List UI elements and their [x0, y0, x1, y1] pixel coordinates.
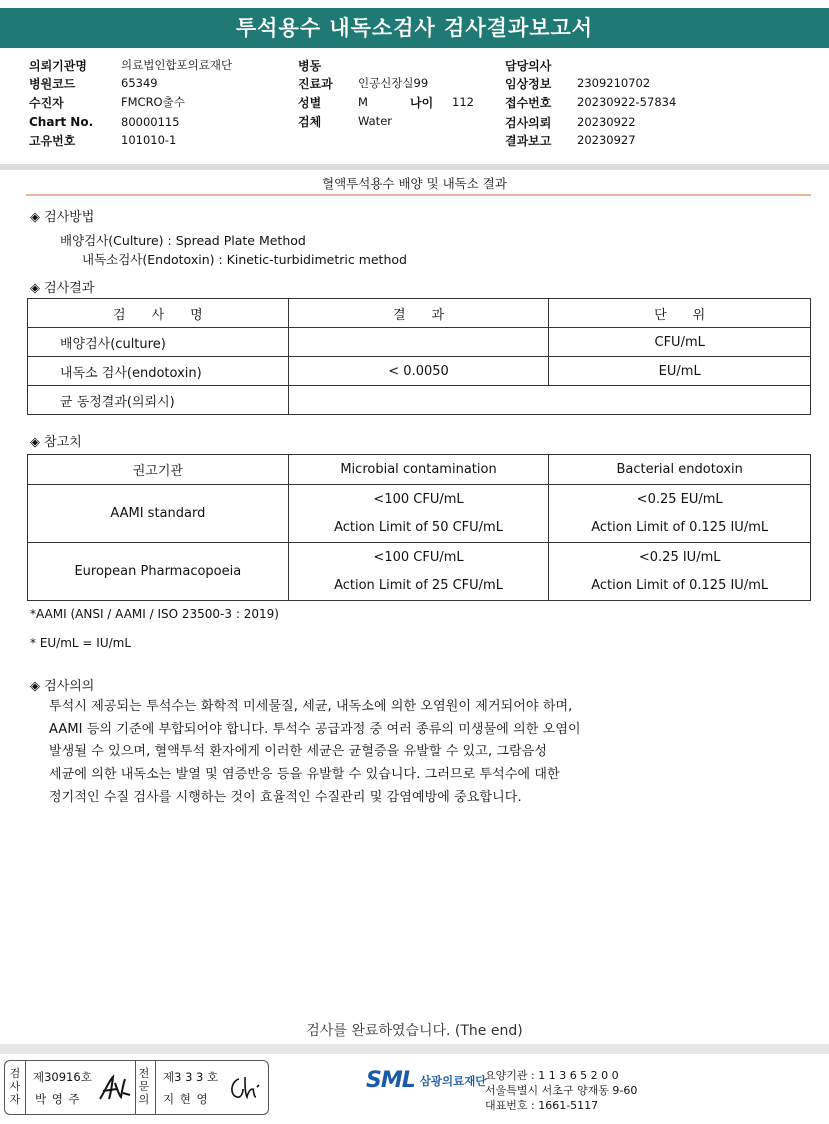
info-value: FMCRO출수 — [121, 95, 185, 109]
info-label: Chart No. — [29, 115, 94, 129]
micro-cell: Action Limit of 25 CFU/mL — [288, 572, 549, 601]
info-value: 20230927 — [577, 133, 636, 147]
institution-code: 요양기관 : 1 1 3 6 5 2 0 0 — [485, 1069, 619, 1082]
micro-cell: <100 CFU/mL — [288, 543, 549, 572]
table-header-row — [28, 455, 811, 485]
info-label: 검체 — [298, 114, 322, 129]
info-label: 검사의뢰 — [505, 115, 552, 130]
report-title: 투석용수 내독소검사 검사결과보고서 — [0, 8, 829, 48]
meaning-line: 세균에 의한 내독소는 발열 및 염증반응 등을 유발할 수 있습니다. 그러므로 투석수에 대한 — [49, 767, 560, 782]
info-label: 수진자 — [29, 95, 64, 110]
sml-logo-icon: SML — [366, 1068, 415, 1093]
organization-name: 삼광의료재단 — [419, 1073, 487, 1088]
info-label: 임상정보 — [505, 76, 552, 91]
method-heading: ◈ 검사방법 — [30, 210, 95, 225]
info-value: 80000115 — [121, 115, 180, 129]
footer-divider — [0, 1044, 829, 1054]
org-cell: European Pharmacopoeia — [28, 543, 289, 601]
header-cell: 결 과 — [288, 299, 549, 328]
info-row — [505, 74, 650, 92]
table-row — [28, 485, 811, 514]
micro-cell: <100 CFU/mL — [288, 485, 549, 514]
results-table — [27, 298, 811, 415]
meaning-line: 발생될 수 있으며, 혈액투석 환자에게 이러한 세균은 균혈증을 유발할 수 있고, 그람음성 — [49, 744, 548, 759]
tester-signature-icon — [97, 1073, 133, 1103]
result-cell: < 0.0050 — [288, 357, 549, 386]
org-cell: AAMI standard — [28, 485, 289, 543]
info-row — [29, 74, 158, 92]
info-row — [505, 56, 577, 74]
meaning-line: 정기적인 수질 검사를 시행하는 것이 효율적인 수질관리 및 감염예방에 중요합니다. — [49, 790, 522, 805]
tester-role-label: 검 사 자 — [9, 1067, 21, 1106]
info-row — [29, 113, 180, 131]
info-label: 병원코드 — [29, 76, 76, 91]
header-cell: Bacterial endotoxin — [549, 455, 811, 485]
header-cell: 단 위 — [549, 299, 811, 328]
info-row — [298, 74, 428, 92]
info-row — [505, 93, 676, 111]
header-cell: 검 사 명 — [28, 299, 289, 328]
meaning-heading: ◈ 검사의의 — [30, 679, 95, 694]
reference-note-unit: * EU/mL = IU/mL — [30, 636, 132, 650]
info-value: 101010-1 — [121, 133, 177, 147]
info-label: 의뢰기관명 — [29, 58, 87, 73]
endo-cell: Action Limit of 0.125 IU/mL — [549, 572, 811, 601]
info-row — [298, 56, 358, 74]
info-value: M — [358, 95, 368, 109]
meaning-line: AAMI 등의 기준에 부합되어야 합니다. 투석수 공급과정 중 여러 종류의 미생물에 의한 오염이 — [49, 722, 581, 737]
micro-cell: Action Limit of 50 CFU/mL — [288, 514, 549, 543]
info-value: 20230922 — [577, 115, 636, 129]
test-name-cell: 내독소 검사(endotoxin) — [28, 357, 289, 386]
section-underline — [26, 194, 811, 196]
info-value: 20230922-57834 — [577, 95, 677, 109]
endo-cell: <0.25 EU/mL — [549, 485, 811, 514]
address: 서울특별시 서초구 양재동 9-60 — [485, 1084, 638, 1097]
result-cell — [288, 386, 810, 415]
divider — [135, 1061, 136, 1114]
info-label: 진료과 — [298, 76, 333, 91]
method-line-culture: 배양검사(Culture) : Spread Plate Method — [60, 233, 306, 248]
info-value: Water — [358, 114, 392, 128]
unit-cell: CFU/mL — [549, 328, 811, 357]
info-value: 2309210702 — [577, 76, 651, 90]
organization-logo — [366, 1068, 486, 1093]
info-value: 65349 — [121, 76, 158, 90]
tester-name: 박 영 주 — [35, 1092, 81, 1106]
info-label: 결과보고 — [505, 133, 552, 148]
age-label: 나이 — [410, 95, 434, 110]
header-cell: Microbial contamination — [288, 455, 549, 485]
info-label: 고유번호 — [29, 133, 76, 148]
table-row — [28, 543, 811, 572]
phone: 대표번호 : 1661-5117 — [485, 1099, 599, 1112]
doctor-role-label: 전 문 의 — [138, 1067, 150, 1106]
reference-heading: ◈ 참고치 — [30, 435, 82, 450]
table-header-row — [28, 299, 811, 328]
meaning-line: 투석시 제공되는 투석수는 화학적 미세물질, 세균, 내독소에 의한 오염원이 제거되어야 하며, — [49, 699, 573, 714]
info-row — [298, 112, 392, 130]
doctor-signature-icon — [225, 1073, 261, 1103]
info-label: 담당의사 — [505, 58, 552, 73]
test-name-cell: 균 동정결과(의뢰시) — [28, 386, 289, 415]
section-title: 혈액투석용수 배양 및 내독소 결과 — [322, 176, 507, 191]
header-divider — [0, 164, 829, 170]
info-value: 의료법인합포의료재단 — [121, 58, 233, 72]
table-row — [28, 328, 811, 357]
test-name-cell: 배양검사(culture) — [28, 328, 289, 357]
info-label: 성별 — [298, 95, 322, 110]
endo-cell: Action Limit of 0.125 IU/mL — [549, 514, 811, 543]
reference-note-aami: *AAMI (ANSI / AAMI / ISO 23500-3 : 2019) — [30, 607, 279, 621]
divider — [25, 1061, 26, 1114]
divider — [155, 1061, 156, 1114]
unit-cell: EU/mL — [549, 357, 811, 386]
info-row — [505, 113, 636, 131]
info-label: 접수번호 — [505, 95, 552, 110]
patient-info-block — [0, 52, 829, 164]
info-row — [298, 93, 474, 111]
doctor-license-no: 제3 3 3 호 — [163, 1070, 219, 1084]
info-row — [29, 131, 176, 149]
endo-cell: <0.25 IU/mL — [549, 543, 811, 572]
info-value: 인공신장실99 — [358, 76, 429, 90]
doctor-name: 지 현 영 — [163, 1092, 209, 1106]
info-label: 병동 — [298, 58, 322, 73]
table-row — [28, 357, 811, 386]
age-value: 112 — [452, 95, 474, 109]
info-row — [29, 93, 185, 111]
result-cell — [288, 328, 549, 357]
table-row — [28, 386, 811, 415]
info-row — [29, 56, 232, 74]
results-heading: ◈ 검사결과 — [30, 281, 95, 296]
header-cell: 권고기관 — [28, 455, 289, 485]
end-message: 검사를 완료하였습니다. (The end) — [306, 1023, 523, 1039]
tester-license-no: 제30916호 — [33, 1070, 92, 1084]
signature-box — [4, 1060, 269, 1115]
organization-contact — [485, 1068, 637, 1113]
info-row — [505, 131, 636, 149]
method-line-endotoxin: 내독소검사(Endotoxin) : Kinetic-turbidimetric method — [82, 252, 407, 267]
reference-table — [27, 454, 811, 601]
